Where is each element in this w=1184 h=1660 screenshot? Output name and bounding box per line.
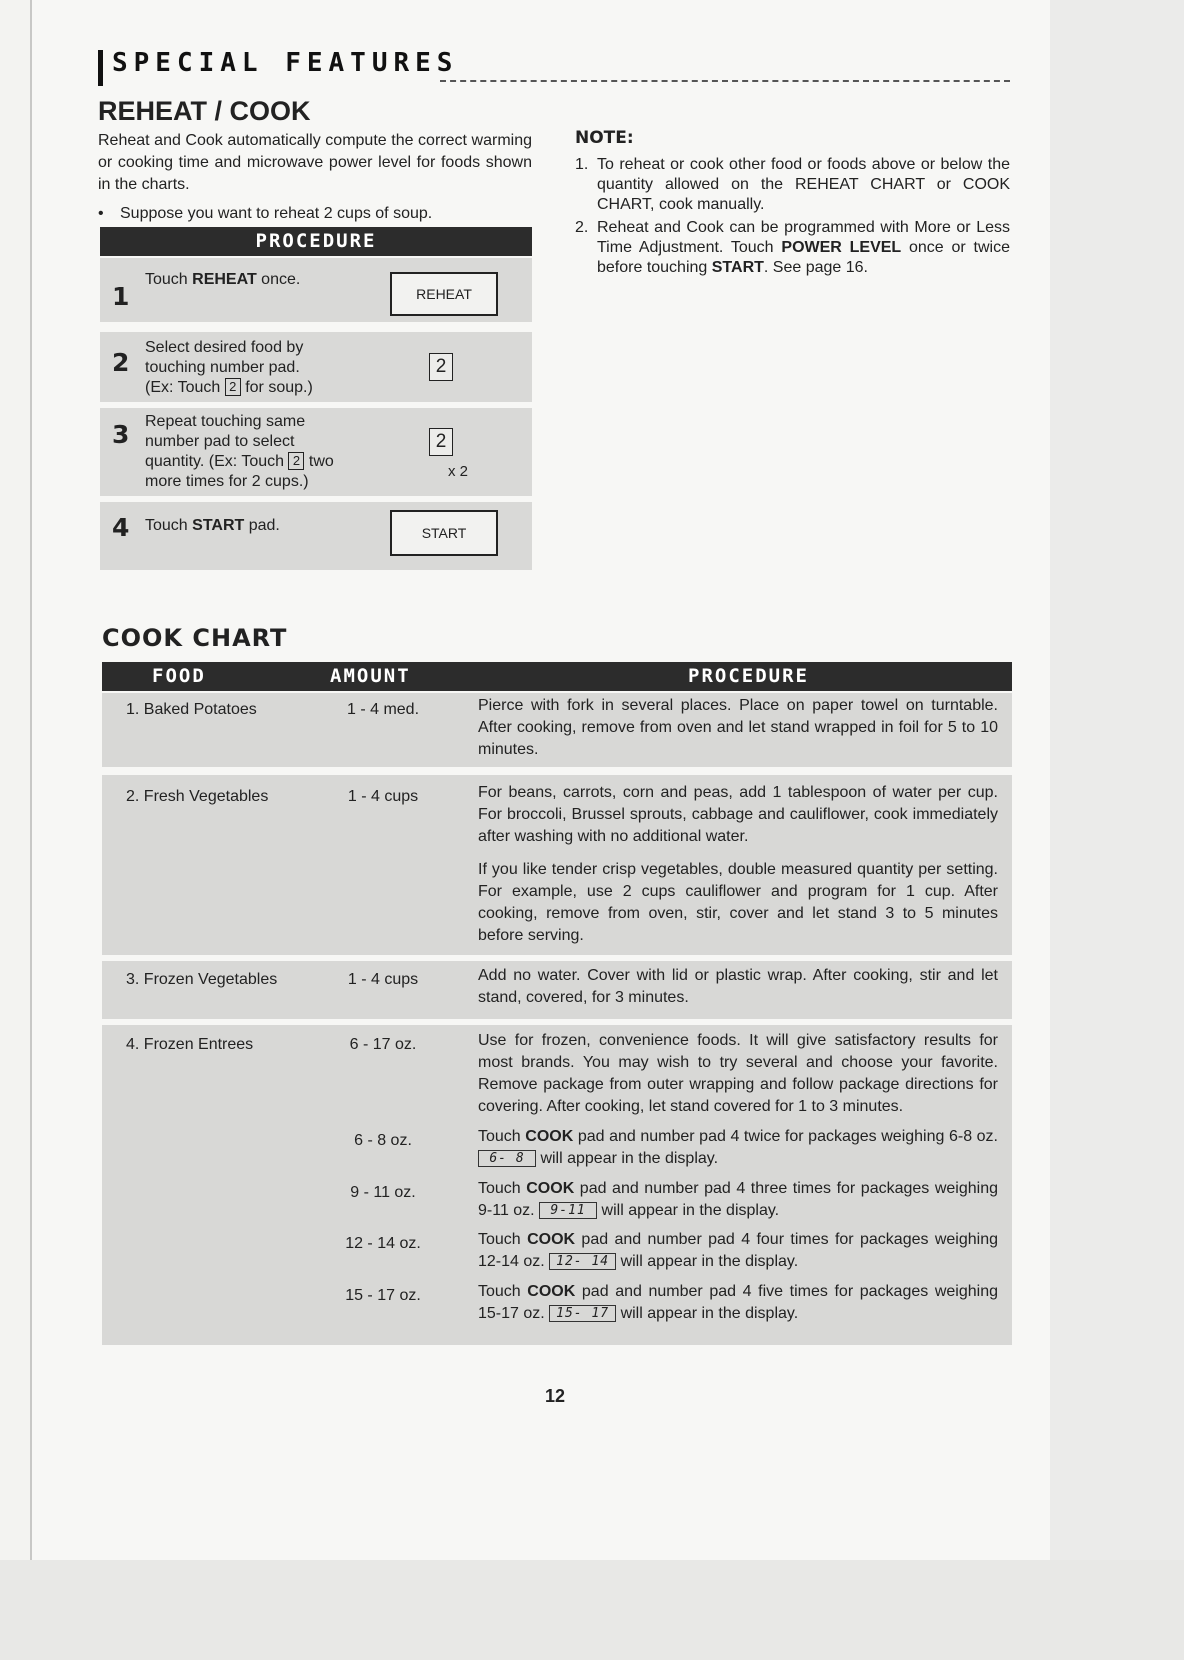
procedure-cell: Pierce with fork in several places. Place on paper towel on turntable. After cooking, remove from oven and let stand wrapped in foil for 5 to 10 minutes. [478, 697, 998, 758]
section-divider [440, 80, 1010, 82]
number-pad-2-icon: 2 [429, 353, 453, 381]
page-number: 12 [545, 1386, 566, 1406]
display-readout: 6- 8 [478, 1150, 536, 1167]
column-header-procedure: PROCEDURE [688, 665, 809, 687]
repeat-count: x 2 [448, 463, 469, 480]
procedure-cell: Use for frozen, convenience foods. It will give satisfactory results for most brands. You may wish to try several and choose your favorite. Remove package from outer wrapping and follow package directions for covering. After cooking, let stand covered for 1 to 3 minutes. [478, 1032, 998, 1115]
step-text: Touch REHEAT once. [145, 271, 301, 288]
reheat-example: • Suppose you want to reheat 2 cups of soup. [98, 205, 433, 222]
procedure-cell: Add no water. Cover with lid or plastic wrap. After cooking, stir and let stand, covered, for 3 minutes. [478, 967, 998, 1006]
amount-cell: 15 - 17 oz. [345, 1287, 421, 1304]
start-pad-icon: START [390, 510, 498, 556]
amount-cell: 6 - 8 oz. [354, 1132, 412, 1149]
procedure-step-2 [100, 332, 532, 402]
column-header-food: FOOD [152, 665, 206, 687]
display-readout: 12- 14 [549, 1253, 616, 1270]
procedure-step-3 [100, 408, 532, 496]
step-number: 4 [112, 513, 130, 542]
note-heading: NOTE: [575, 128, 634, 148]
amount-cell: 12 - 14 oz. [345, 1235, 421, 1252]
reheat-cook-heading: REHEAT / COOK [98, 96, 311, 126]
note-item-2: 2. Reheat and Cook can be programmed with More or Less Time Adjustment. Touch POWER LEVEL once or twice before touching START. See page 16. [575, 219, 1010, 276]
step-text: Select desired food by touching number pad. (Ex: Touch 2 for soup.) [145, 339, 313, 396]
procedure-cell: For beans, carrots, corn and peas, add 1 tablespoon of water per cup. For broccoli, Brussel sprouts, cabbage and cauliflower, cook immediately after washing with no additional water. [478, 784, 998, 845]
food-cell: 3. Frozen Vegetables [126, 971, 278, 988]
procedure-cell: Touch COOK pad and number pad 4 twice for packages weighing 6-8 oz. 6- 8 will appear in the display. [478, 1128, 999, 1167]
amount-cell: 1 - 4 med. [346, 701, 420, 718]
number-pad-key-icon: 2 [225, 378, 241, 396]
scan-margin [0, 1560, 1184, 1660]
page-binding-line [30, 0, 32, 1560]
food-cell: 4. Frozen Entrees [126, 1036, 254, 1053]
facing-page-edge [1050, 0, 1184, 1660]
amount-cell: 1 - 4 cups [347, 788, 419, 805]
procedure-cell: Touch COOK pad and number pad 4 three times for packages weighing 9-11 oz. 9-11 will appear in the display. [478, 1180, 999, 1219]
display-readout: 9-11 [539, 1202, 597, 1219]
reheat-intro: Reheat and Cook automatically compute the correct warming or cooking time and microwave power level for foods shown in the charts. [98, 132, 532, 193]
column-header-amount: AMOUNT [330, 665, 411, 687]
amount-cell: 9 - 11 oz. [350, 1184, 416, 1201]
step-text: Repeat touching same number pad to select quantity. (Ex: Touch 2 two more times for 2 cups.) [145, 413, 334, 490]
amount-cell: 6 - 17 oz. [349, 1036, 417, 1053]
procedure-cell-extra: If you like tender crisp vegetables, double measured quantity per setting. For example, use 2 cups cauliflower and program for 1 cup. After cooking, remove from oven, stir, cover and let stand 3 to 5 minutes before serving. [478, 861, 998, 944]
procedure-cell: Touch COOK pad and number pad 4 five times for packages weighing 15-17 oz. 15- 17 will appear in the display. [478, 1283, 998, 1322]
procedure-header: PROCEDURE [100, 227, 532, 256]
step-text: Touch START pad. [145, 517, 280, 534]
cook-chart-heading: COOK CHART [102, 624, 288, 652]
step-number: 2 [112, 348, 130, 377]
section-marker [98, 50, 103, 86]
reheat-pad-icon: REHEAT [390, 272, 498, 316]
amount-cell: 1 - 4 cups [347, 971, 419, 988]
step-number: 3 [112, 420, 130, 449]
food-cell: 2. Fresh Vegetables [126, 788, 269, 805]
procedure-step-1 [100, 258, 532, 322]
food-cell: 1. Baked Potatoes [126, 701, 257, 718]
display-readout: 15- 17 [549, 1305, 616, 1322]
number-pad-2-icon: 2 [429, 428, 453, 456]
note-item-1: 1. To reheat or cook other food or foods above or below the quantity allowed on the REHEAT CHART or COOK CHART, cook manually. [575, 156, 1010, 213]
procedure-cell: Touch COOK pad and number pad 4 four times for packages weighing 12-14 oz. 12- 14 will appear in the display. [478, 1231, 999, 1270]
cook-chart-header-row [102, 662, 1012, 691]
section-title: SPECIAL FEATURES [112, 48, 459, 78]
number-pad-key-icon: 2 [288, 452, 304, 470]
procedure-step-4 [100, 502, 532, 570]
step-number: 1 [112, 282, 130, 311]
